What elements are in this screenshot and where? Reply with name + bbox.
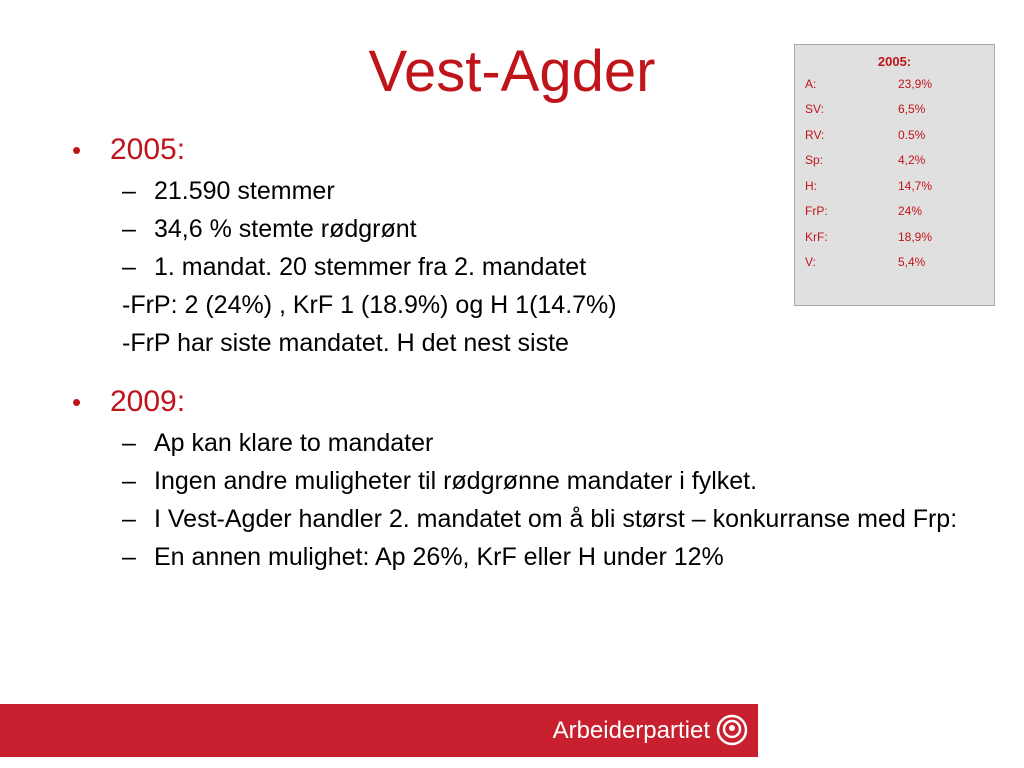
party-label: SV: (805, 102, 824, 117)
sub-item (122, 543, 972, 572)
party-value: 6,5% (898, 102, 926, 117)
party-value: 0.5% (898, 127, 926, 142)
bullet-2009 (72, 384, 972, 420)
party-label: KrF: (805, 229, 828, 244)
party-value: 14,7% (898, 178, 933, 193)
bullet-marker: • (72, 135, 82, 165)
bullet-heading: 2005: (110, 133, 186, 166)
dash-marker: – (122, 543, 136, 571)
party-value: 24% (898, 204, 923, 219)
sub-item (122, 467, 972, 496)
dash-marker: – (122, 505, 136, 533)
brand-name: Arbeiderpartiet (552, 717, 710, 744)
party-value: 23,9% (898, 76, 933, 91)
dash-marker: – (122, 467, 136, 495)
footer-bar (0, 704, 758, 757)
note-line: -FrP: 2 (24%) , KrF 1 (18.9%) og H 1(14.7%) (122, 291, 617, 319)
results-row (795, 199, 994, 225)
bullet-heading: 2009: (110, 385, 186, 418)
sub-item-text: I Vest-Agder handler 2. mandatet om å bli størst – konkurranse med Frp: (154, 505, 958, 533)
party-label: Sp: (805, 153, 824, 168)
results-row (795, 250, 994, 276)
sub-item (122, 429, 972, 458)
results-row (795, 97, 994, 123)
results-row (795, 224, 994, 250)
sublist-2009 (122, 429, 972, 572)
bullet-marker: • (72, 387, 82, 417)
party-label: RV: (805, 127, 825, 142)
sub-item-text: Ap kan klare to mandater (154, 429, 434, 457)
party-label: A: (805, 76, 817, 91)
rose-logo-icon (716, 714, 748, 746)
sub-item-text: 34,6 % stemte rødgrønt (154, 215, 417, 243)
results-row (795, 71, 994, 97)
party-value: 5,4% (898, 255, 926, 270)
dash-marker: – (122, 177, 136, 205)
sub-item-text: 1. mandat. 20 stemmer fra 2. mandatet (154, 253, 587, 281)
party-value: 18,9% (898, 229, 933, 244)
results-row (795, 173, 994, 199)
dash-marker: – (122, 429, 136, 457)
party-label: H: (805, 178, 817, 193)
party-label: V: (805, 255, 816, 270)
results-row (795, 148, 994, 174)
note-line: -FrP har siste mandatet. H det nest siste (122, 329, 569, 357)
party-label: FrP: (805, 204, 828, 219)
slide-title: Vest-Agder (368, 39, 656, 104)
sub-item-text: Ingen andre muligheter til rødgrønne mandater i fylket. (154, 467, 758, 495)
sub-item-text: 21.590 stemmer (154, 177, 335, 205)
results-box-2005 (794, 44, 995, 306)
party-value: 4,2% (898, 153, 926, 168)
sub-item-text: En annen mulighet: Ap 26%, KrF eller H under 12% (154, 543, 724, 571)
dash-marker: – (122, 253, 136, 281)
results-box-title: 2005: (877, 54, 912, 69)
sub-item (122, 505, 972, 534)
results-row (795, 122, 994, 148)
dash-marker: – (122, 215, 136, 243)
